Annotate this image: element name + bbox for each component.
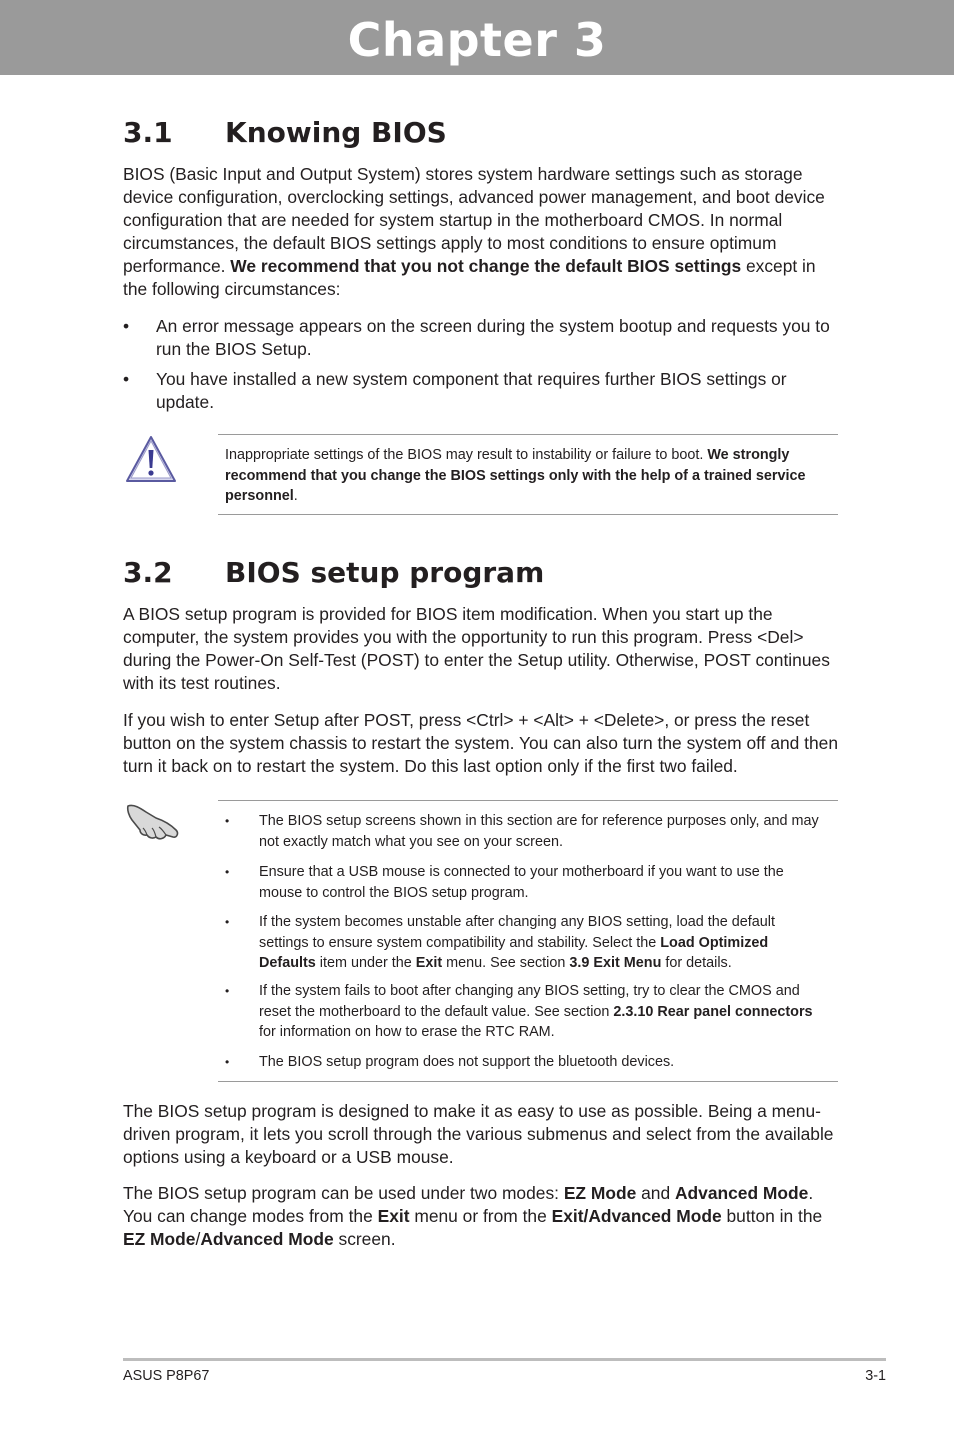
list-item <box>123 315 843 361</box>
bullet-marker: • <box>225 1055 230 1069</box>
note-list-item <box>225 912 825 974</box>
chapter-banner <box>0 0 954 75</box>
warning-text-end: . <box>293 488 298 504</box>
footer-page-number: 3-1 <box>865 1368 886 1384</box>
note-item-text: The BIOS setup screens shown in this section are for reference purposes only, and may not exactly match what you see on your screen. <box>259 813 819 850</box>
note-item-text: If the system becomes unstable after changing any BIOS setting, load the default settings to ensure system compatibility and stability. Select the Load Optimized Defaults item under the Exit menu. See section 3.9 Exit Menu for details. <box>259 914 775 971</box>
footer-rule <box>123 1358 886 1361</box>
section-number: 3.1 <box>123 116 173 149</box>
section-title: BIOS setup program <box>225 556 545 589</box>
note-list-item <box>225 811 825 852</box>
bullet-marker: • <box>225 984 230 998</box>
warning-text <box>225 445 837 507</box>
section-heading-bios-setup-program <box>123 556 544 589</box>
section-number: 3.2 <box>123 556 173 589</box>
footer-product-name: ASUS P8P67 <box>123 1368 210 1384</box>
intro-text-end: except in the following circumstances: <box>123 256 816 299</box>
intro-text: BIOS (Basic Input and Output System) stores system hardware settings such as storage device configuration, overclocking settings, advanced power management, and boot device configuration that are needed for system startup in the motherboard CMOS. In normal circumstances, the default BIOS settings apply to most conditions to ensure optimum performance. <box>123 164 825 276</box>
note-list-item <box>225 1052 825 1073</box>
list-item-text: You have installed a new system component that requires further BIOS settings or update. <box>156 369 787 412</box>
note-item-text: Ensure that a USB mouse is connected to your motherboard if you want to use the mouse to control the BIOS setup program. <box>259 864 784 901</box>
pointing-hand-icon <box>126 800 180 842</box>
section-title: Knowing BIOS <box>225 116 447 149</box>
list-item <box>123 368 843 414</box>
chapter-title: Chapter 3 <box>347 13 607 67</box>
warning-text-emphasis: We strongly recommend that you change the BIOS settings only with the help of a trained service personnel <box>225 447 806 504</box>
list-item-text: An error message appears on the screen during the system bootup and requests you to run the BIOS Setup. <box>156 316 830 359</box>
note-item-text: The BIOS setup program does not support the bluetooth devices. <box>259 1054 675 1070</box>
bios-setup-paragraph-3: The BIOS setup program is designed to make it as easy to use as possible. Being a menu-driven program, it lets you scroll through the various submenus and select from the available options using a keyboard or a USB mouse. <box>123 1101 834 1167</box>
note-item-text: If the system fails to boot after changing any BIOS setting, try to clear the CMOS and reset the motherboard to the default value. See section 2.3.10 Rear panel connectors for information on how to erase the RTC RAM. <box>259 983 813 1040</box>
intro-emphasis: We recommend that you not change the default BIOS settings <box>230 256 742 276</box>
bullet-marker: • <box>123 369 130 389</box>
warning-text-plain: Inappropriate settings of the BIOS may result to instability or failure to boot. <box>225 447 708 463</box>
bios-setup-paragraph-1: A BIOS setup program is provided for BIOS item modification. When you start up the computer, the system provides you with the opportunity to run this program. Press <Del> during the Power-On Self-Test (POST) to enter the Setup utility. Otherwise, POST continues with its test routines. <box>123 604 830 693</box>
note-list-item <box>225 981 825 1043</box>
warning-triangle-icon <box>124 434 178 484</box>
knowing-bios-intro <box>123 163 843 301</box>
bullet-marker: • <box>123 316 130 336</box>
note-list-item <box>225 862 825 903</box>
bullet-marker: • <box>225 865 230 879</box>
bullet-marker: • <box>225 915 230 929</box>
bios-setup-paragraph-2: If you wish to enter Setup after POST, press <Ctrl> + <Alt> + <Delete>, or press the reset button on the system chassis to restart the system. You can also turn the system off and then turn it back on to restart the system. Do this last option only if the first two failed. <box>123 710 839 776</box>
section-heading-knowing-bios <box>123 116 447 149</box>
bios-setup-paragraph-4: The BIOS setup program can be used under two modes: EZ Mode and Advanced Mode. You can change modes from the Exit menu or from the Exit/Advanced Mode button in the EZ Mode/Advanced Mode screen. <box>123 1183 823 1249</box>
bullet-marker: • <box>225 814 230 828</box>
